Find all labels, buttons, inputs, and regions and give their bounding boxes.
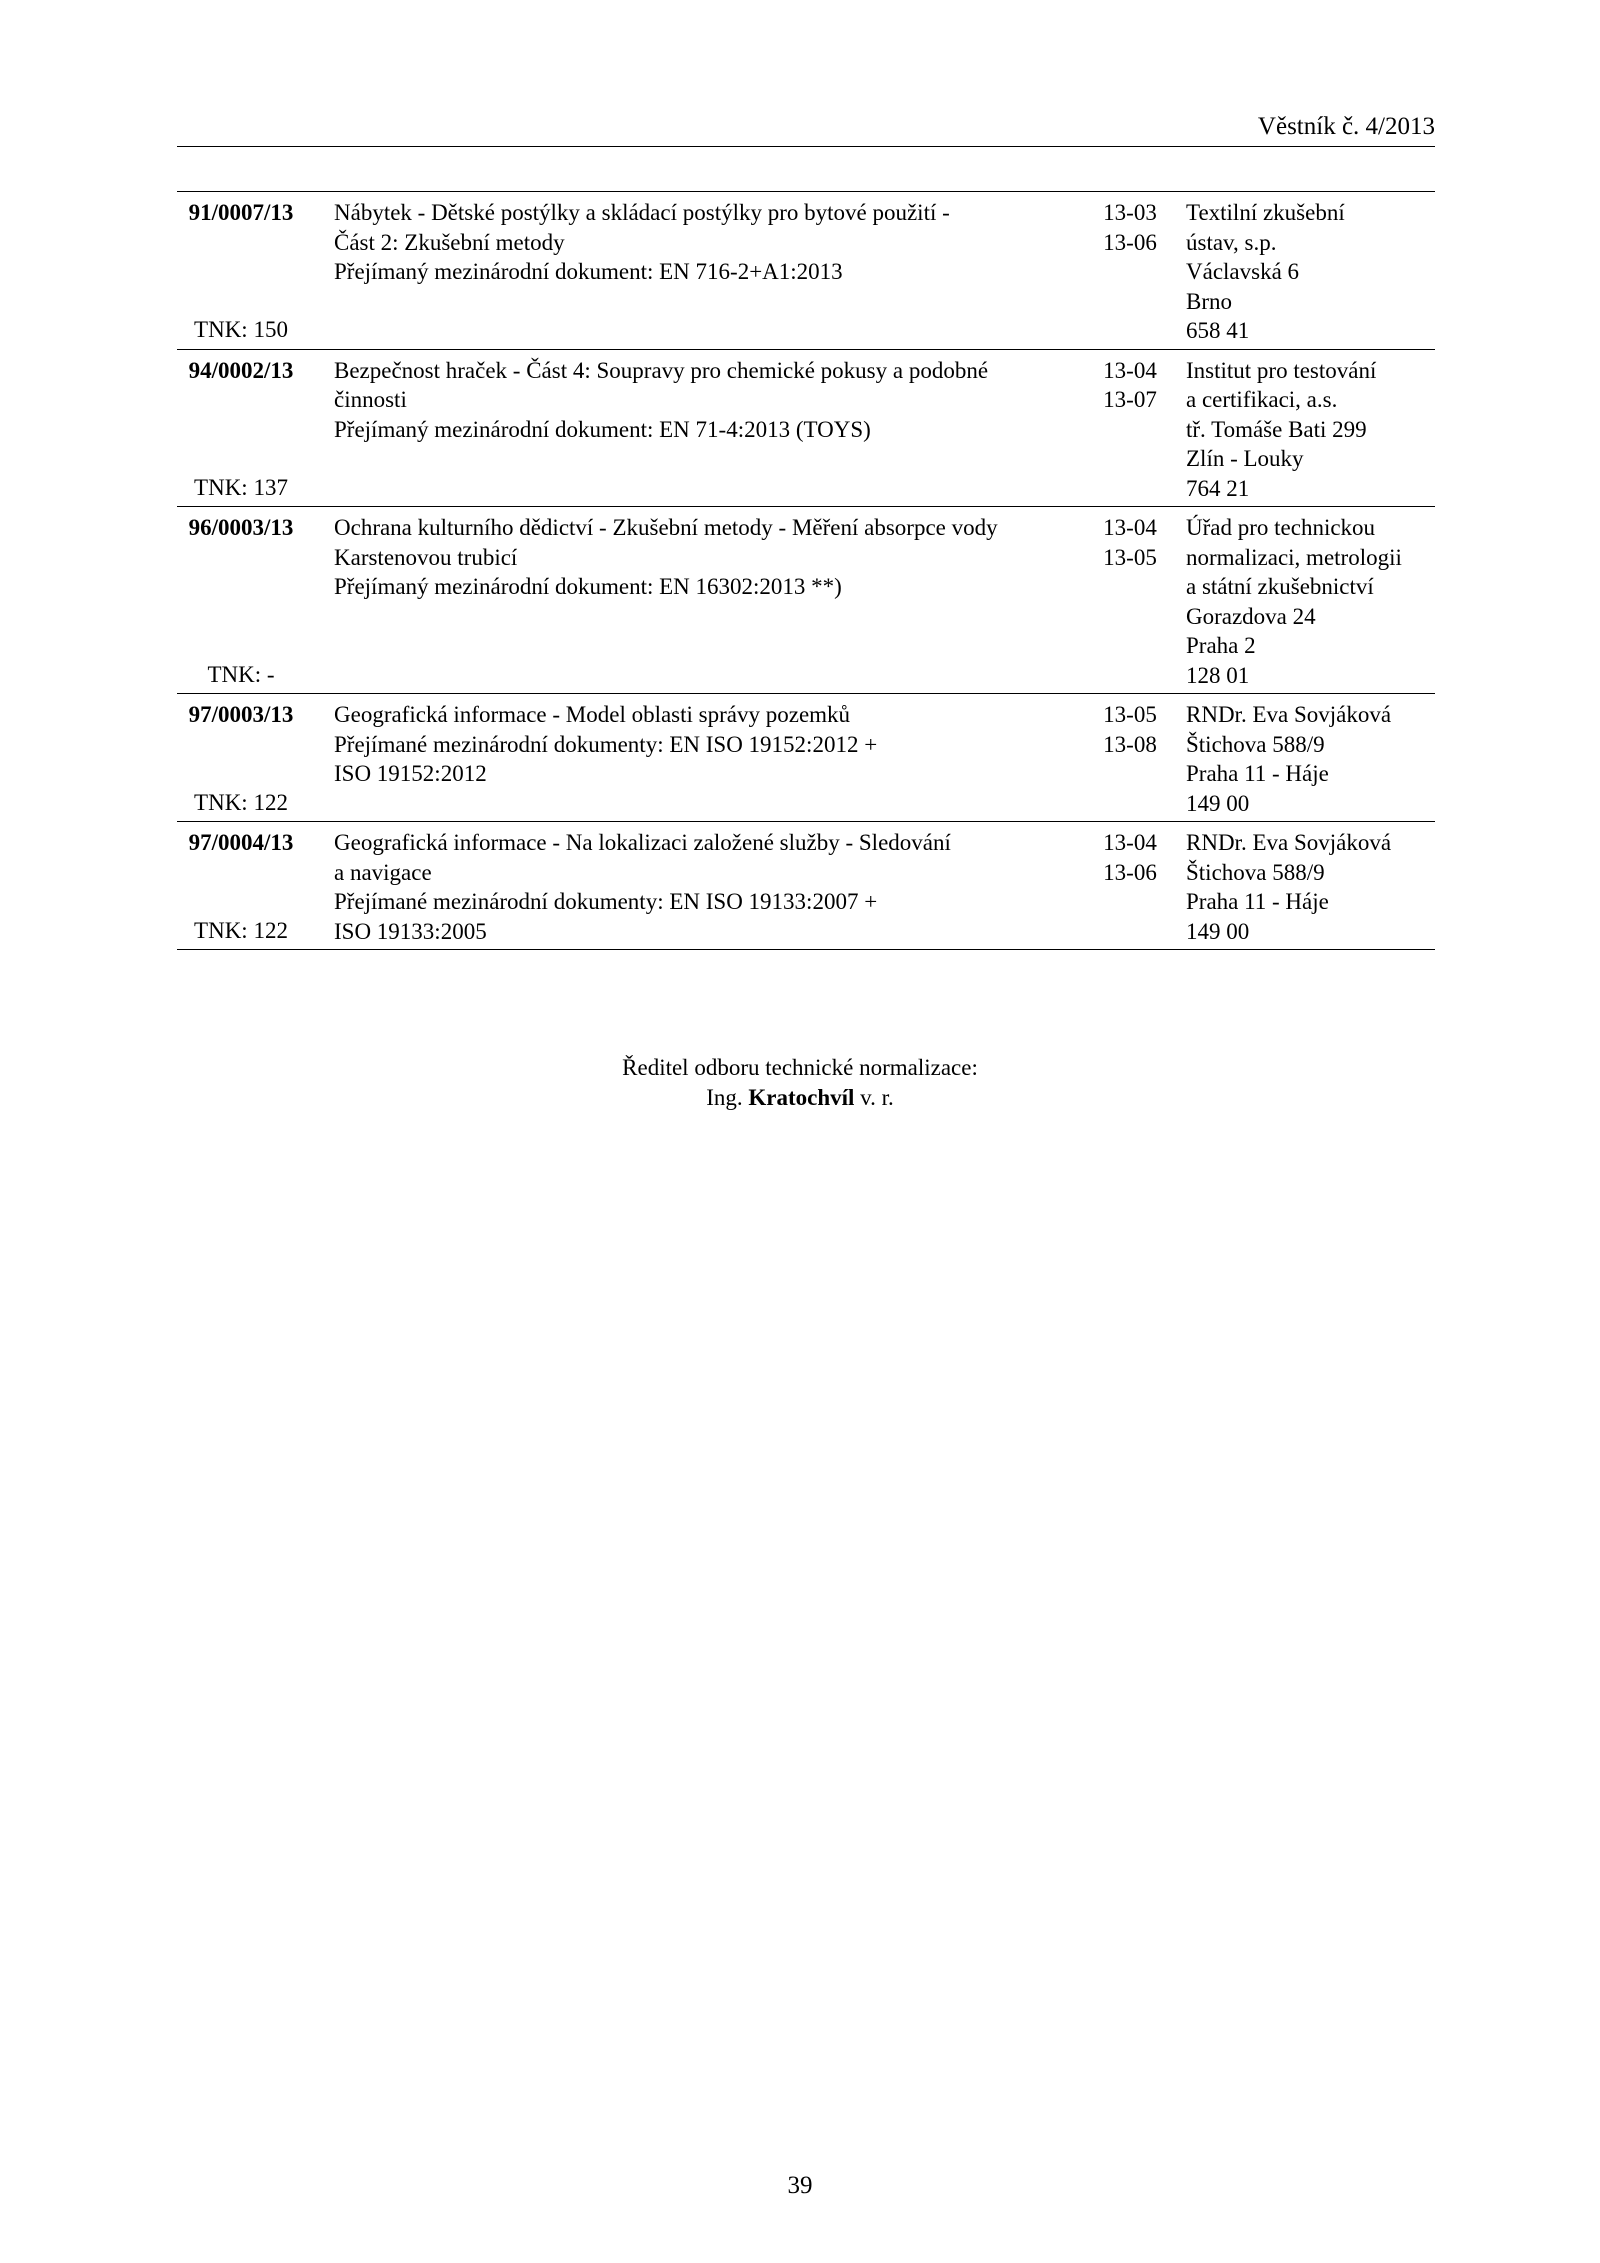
record-address-line: Praha 11 - Háje — [1186, 761, 1329, 786]
record-title-line: činnosti — [334, 387, 407, 412]
record-title-line: Přejímané mezinárodní dokumenty: EN ISO 19133:2007 + — [334, 889, 878, 914]
record-address-line: Brno — [1186, 288, 1232, 314]
record-title-line: Přejímaný mezinárodní dokument: EN 716-2+A1:2013 — [334, 259, 843, 284]
record-address-line: 149 00 — [1186, 918, 1250, 944]
record-address-line: ústav, s.p. — [1186, 229, 1277, 255]
record-address-cell — [1186, 356, 1435, 504]
record-dates-cell — [1065, 356, 1195, 415]
table-row — [177, 822, 1435, 950]
record-code: 91/0007/13 — [188, 200, 294, 225]
record-tnk: TNK: - — [207, 661, 275, 687]
signature-role: Ředitel odboru technické normalizace: — [622, 1055, 978, 1080]
record-code: 97/0003/13 — [188, 702, 294, 727]
signature-block — [0, 1053, 1600, 1112]
record-id-cell — [177, 513, 305, 689]
record-title-line: Bezpečnost hraček - Část 4: Soupravy pro chemické pokusy a podobné — [334, 357, 989, 383]
table-row — [177, 694, 1435, 822]
record-title-line: Geografická informace - Na lokalizaci založené služby - Sledování — [334, 830, 951, 855]
record-address-line: Praha 11 - Háje — [1186, 889, 1329, 914]
record-title-line: Přejímaný mezinárodní dokument: EN 16302:2013 **) — [334, 574, 842, 599]
record-address-line: Úřad pro technickou — [1186, 515, 1376, 540]
publication-title: Věstník č. 4/2013 — [1257, 113, 1435, 140]
page-number: 39 — [787, 2172, 813, 2199]
record-id-cell — [177, 356, 305, 503]
record-title-line: Nábytek - Dětské postýlky a skládací postýlky pro bytové použití - — [334, 200, 950, 225]
record-address-line: 658 41 — [1186, 318, 1250, 343]
record-tnk: TNK: 150 — [194, 317, 288, 342]
record-dates-cell — [1065, 828, 1195, 887]
record-title-line: Přejímané mezinárodní dokumenty: EN ISO 19152:2012 + — [334, 731, 878, 757]
record-address-line: Zlín - Louky — [1186, 446, 1304, 471]
table-row — [177, 192, 1435, 350]
record-title-line: ISO 19133:2005 — [334, 918, 487, 944]
record-dates-cell — [1065, 700, 1195, 759]
record-address-line: Štichova 588/9 — [1186, 731, 1325, 757]
record-address-line: 149 00 — [1186, 790, 1250, 816]
signature-name: Kratochvíl — [748, 1084, 855, 1110]
record-code: 94/0002/13 — [188, 357, 294, 383]
record-date: 13-05 — [1103, 702, 1157, 727]
record-title-line: Část 2: Zkušební metody — [334, 229, 565, 255]
record-address-cell — [1186, 700, 1435, 818]
signature-suffix: v. r. — [860, 1084, 894, 1110]
record-address-line: Gorazdova 24 — [1186, 603, 1316, 629]
page-header — [177, 112, 1435, 147]
record-dates-cell — [1065, 198, 1195, 257]
record-date: 13-05 — [1103, 544, 1157, 570]
table-row — [177, 350, 1435, 508]
record-address-line: normalizaci, metrologii — [1186, 544, 1402, 570]
record-address-cell — [1186, 513, 1435, 690]
record-date: 13-07 — [1103, 387, 1157, 412]
record-address-line: Václavská 6 — [1186, 259, 1300, 284]
record-address-cell — [1186, 198, 1435, 346]
record-address-line: 764 21 — [1186, 475, 1250, 501]
record-date: 13-08 — [1103, 731, 1157, 757]
record-address-line: Štichova 588/9 — [1186, 859, 1325, 885]
record-title-line: Geografická informace - Model oblasti správy pozemků — [334, 702, 851, 727]
record-address-line: Institut pro testování — [1186, 357, 1377, 383]
record-address-line: a certifikaci, a.s. — [1186, 387, 1338, 412]
record-date: 13-04 — [1103, 357, 1157, 383]
record-address-line: 128 01 — [1186, 662, 1250, 688]
signature-line — [0, 1083, 1600, 1113]
record-date: 13-04 — [1103, 515, 1157, 540]
record-address-line: Praha 2 — [1186, 633, 1256, 658]
record-title-line: Ochrana kulturního dědictví - Zkušební metody - Měření absorpce vody — [334, 515, 998, 540]
record-tnk: TNK: 122 — [194, 789, 288, 815]
record-title-line: a navigace — [334, 859, 432, 885]
record-address-line: RNDr. Eva Sovjáková — [1186, 702, 1392, 727]
record-tnk: TNK: 137 — [194, 474, 288, 500]
record-title-line: ISO 19152:2012 — [334, 761, 487, 786]
record-date: 13-03 — [1103, 200, 1157, 225]
record-id-cell — [177, 828, 305, 945]
record-code: 97/0004/13 — [188, 830, 294, 855]
record-dates-cell — [1065, 513, 1195, 572]
record-address-cell — [1186, 828, 1435, 946]
record-id-cell — [177, 198, 305, 345]
records-table — [177, 191, 1435, 950]
record-title-line: Přejímaný mezinárodní dokument: EN 71-4:2013 (TOYS) — [334, 416, 871, 442]
table-row — [177, 507, 1435, 694]
record-address-line: Textilní zkušební — [1186, 200, 1345, 225]
record-address-line: RNDr. Eva Sovjáková — [1186, 830, 1392, 855]
record-title-line: Karstenovou trubicí — [334, 544, 518, 570]
record-id-cell — [177, 700, 305, 817]
record-date: 13-06 — [1103, 229, 1157, 255]
record-address-line: tř. Tomáše Bati 299 — [1186, 416, 1367, 442]
record-date: 13-06 — [1103, 859, 1157, 885]
signature-prefix: Ing. — [706, 1084, 743, 1110]
record-tnk: TNK: 122 — [194, 917, 288, 943]
record-address-line: a státní zkušebnictví — [1186, 574, 1374, 599]
record-code: 96/0003/13 — [188, 515, 294, 540]
record-date: 13-04 — [1103, 830, 1157, 855]
